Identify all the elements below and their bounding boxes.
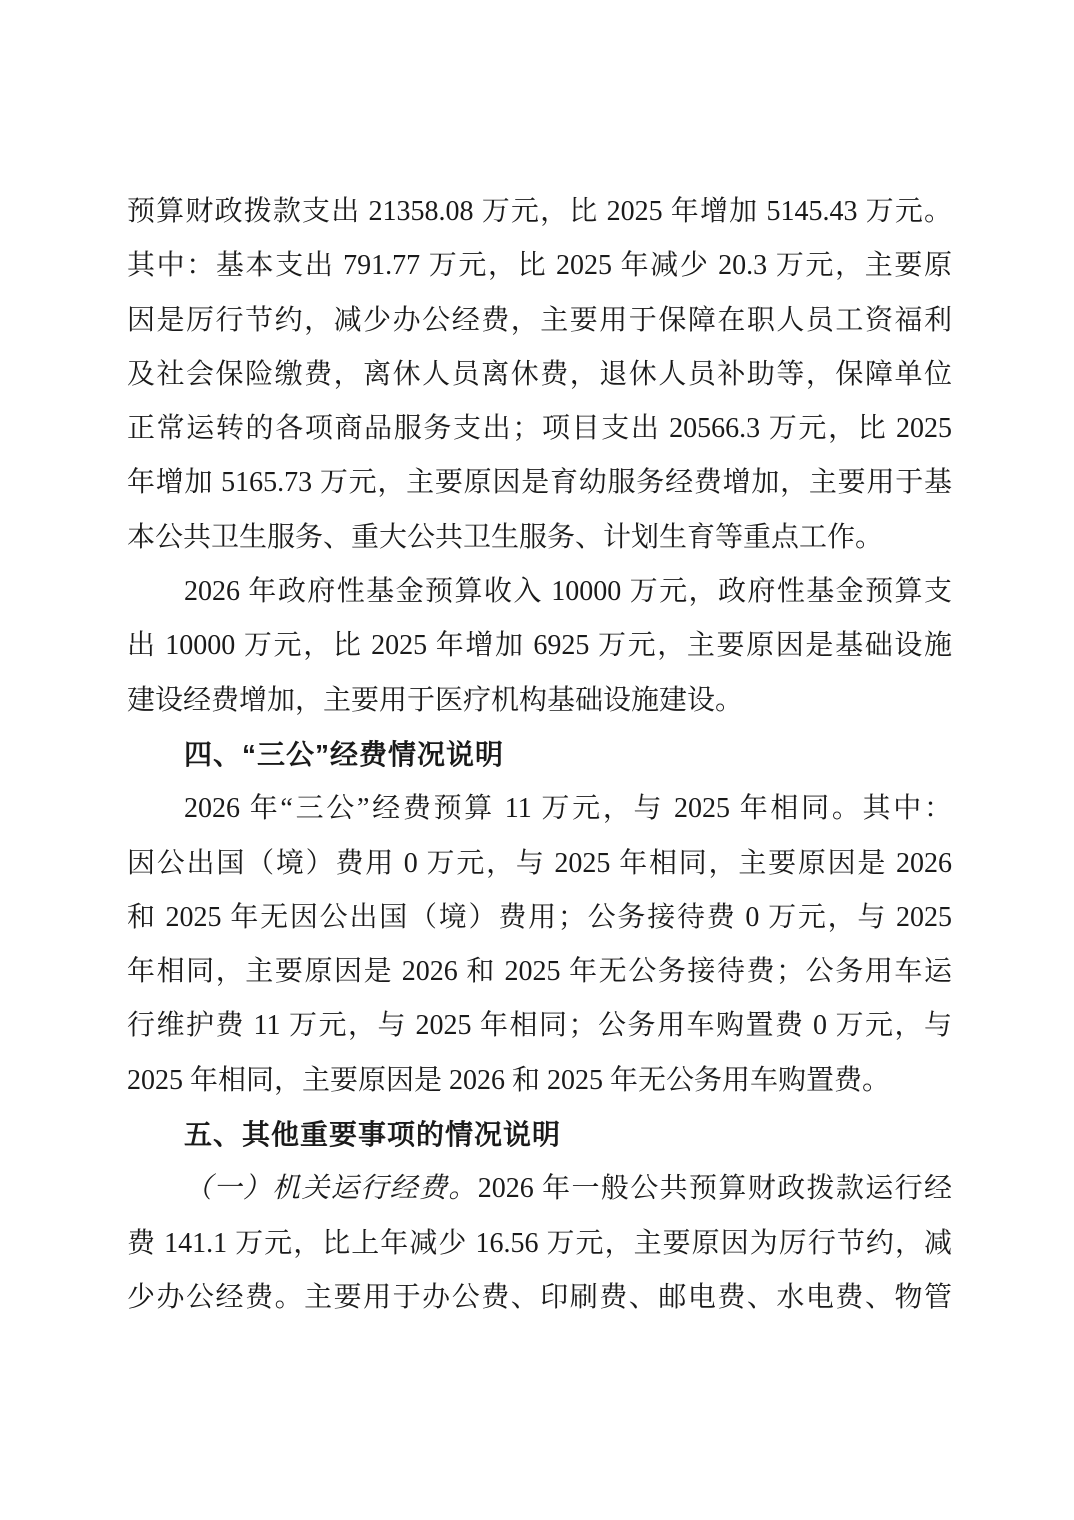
- text-line: 行维护费 11 万元，与 2025 年相同；公务用车购置费 0 万元，与: [127, 1010, 952, 1042]
- text-line: 预算财政拨款支出 21358.08 万元，比 2025 年增加 5145.43 万元。: [127, 196, 952, 227]
- text-line: 2026 年“三公”经费预算 11 万元，与 2025 年相同。其中：: [184, 793, 952, 825]
- text-line: [127, 1162, 952, 1216]
- section-heading: 四、“三公”经费情况说明: [184, 738, 505, 770]
- text-line: 建设经费增加，主要用于医疗机构基础设施建设。: [127, 684, 744, 716]
- text-block: [127, 185, 952, 1325]
- text-line: 费 141.1 万元，比上年减少 16.56 万元，主要原因为厉行节约，减: [127, 1227, 952, 1259]
- text-line: 本公共卫生服务、重大公共卫生服务、计划生育等重点工作。: [127, 521, 884, 553]
- text-line: 2026 年政府性基金预算收入 10000 万元，政府性基金预算支: [184, 576, 952, 608]
- text-line: 年增加 5165.73 万元，主要原因是育幼服务经费增加，主要用于基: [127, 467, 952, 499]
- text-line: 出 10000 万元，比 2025 年增加 6925 万元，主要原因是基础设施: [127, 630, 952, 662]
- text-line: 及社会保险缴费，离休人员离休费，退休人员补助等，保障单位: [127, 358, 952, 390]
- kaiti-lead-text: （一）机关运行经费。: [184, 1173, 478, 1205]
- text-line: 少办公经费。主要用于办公费、印刷费、邮电费、水电费、物管: [127, 1281, 952, 1313]
- text-line: 其中：基本支出 791.77 万元，比 2025 年减少 20.3 万元，主要原: [127, 250, 952, 282]
- body-text: 2026 年一般公共预算财政拨款运行经: [477, 1173, 952, 1205]
- section-heading: 五、其他重要事项的情况说明: [184, 1119, 562, 1151]
- text-line: 和 2025 年无因公出国（境）费用；公务接待费 0 万元，与 2025: [127, 901, 952, 933]
- text-line: 正常运转的各项商品服务支出；项目支出 20566.3 万元，比 2025: [127, 413, 952, 445]
- text-line: 因是厉行节约，减少办公经费，主要用于保障在职人员工资福利: [127, 304, 952, 336]
- text-line: 年相同，主要原因是 2026 和 2025 年无公务接待费；公务用车运: [127, 956, 952, 988]
- text-line: 因公出国（境）费用 0 万元，与 2025 年相同，主要原因是 2026: [127, 847, 952, 879]
- text-line: 2025 年相同，主要原因是 2026 和 2025 年无公务用车购置费。: [127, 1064, 891, 1096]
